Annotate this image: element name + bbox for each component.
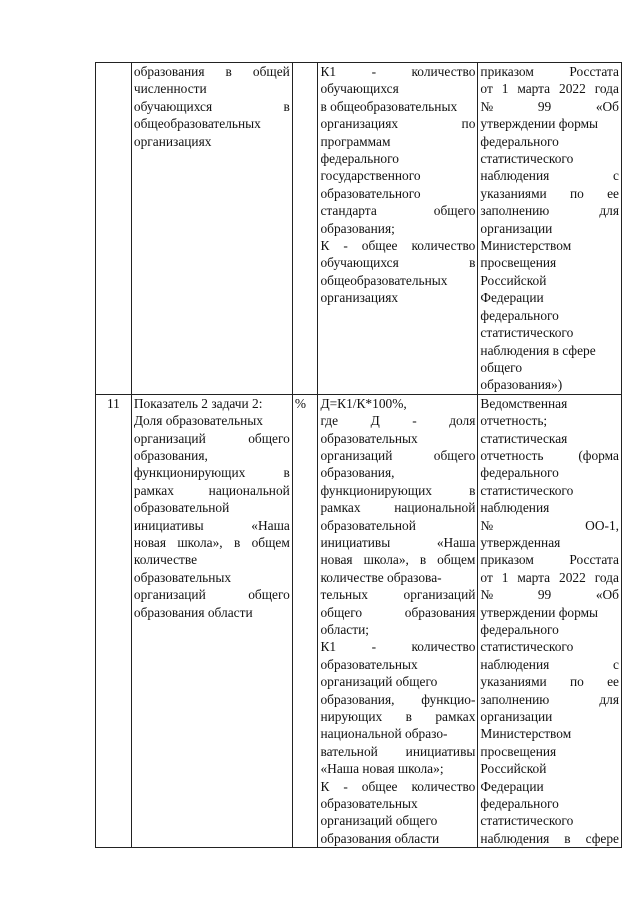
formula-cell-line: организаций общего: [320, 813, 438, 829]
indicator-name-cell-line: количестве: [133, 552, 198, 568]
source-cell-line: статистическая: [480, 430, 568, 446]
formula-cell-line: образования области: [320, 830, 440, 846]
source-cell-line: указаниями по ее: [480, 185, 619, 201]
formula-cell-line: организаций общего: [320, 447, 476, 463]
row-number-cell: [96, 394, 132, 848]
indicator-name-cell-line: новая школа», в общем: [133, 534, 290, 550]
formula-cell-line: функционирующих в: [320, 482, 476, 498]
formula-cell-line: рамках национальной: [320, 500, 476, 516]
source-cell-line: утверждении формы: [480, 116, 599, 132]
source-cell-line: Министерством: [480, 238, 572, 254]
source-cell-line: Ведомственная: [480, 395, 568, 411]
source-cell: [478, 63, 622, 395]
formula-cell-line: общего образования: [320, 604, 476, 620]
formula-cell-line: общеобразовательных: [320, 272, 448, 288]
indicator-name-cell-line: образования,: [133, 447, 208, 463]
source-cell-line: федерального: [480, 465, 559, 481]
source-cell-line: просвещения: [480, 743, 557, 759]
source-cell-line: образования»): [480, 377, 563, 393]
indicator-name-cell-line: образовательной: [133, 500, 230, 516]
source-cell-line: отчетность (форма: [480, 447, 619, 463]
formula-cell-line: области;: [320, 622, 369, 637]
formula-cell: [318, 63, 478, 395]
source-cell-line: утвержденная: [480, 534, 561, 550]
source-cell-line: Федерации: [480, 290, 544, 306]
indicator-name-cell-line: общеобразовательных: [133, 116, 261, 132]
formula-cell-line: организациях: [320, 290, 399, 306]
indicator-name-cell-line: образования в общей: [133, 64, 290, 79]
unit-value: %: [294, 395, 306, 411]
formula-cell-line: новая школа», в общем: [320, 552, 476, 568]
formula-cell-line: образовательных: [320, 796, 418, 812]
source-cell-line: организации: [480, 220, 553, 236]
formula-cell-line: тельных организаций: [320, 587, 476, 603]
indicator-name-cell: [131, 394, 292, 848]
source-cell-line: федерального: [480, 622, 559, 637]
formula-cell-line: образования, функцио-: [320, 691, 476, 707]
indicator-name-cell-line: функционирующих в: [133, 465, 290, 481]
unit-cell: [292, 63, 318, 395]
source-cell-line: Российской: [480, 272, 547, 288]
indicator-name-cell-line: обучающихся в: [133, 98, 290, 114]
indicator-table: [95, 62, 622, 848]
indicator-name-cell: [131, 63, 292, 395]
source-cell-line: наблюдения с: [480, 168, 619, 184]
source-cell-line: от 1 марта 2022 года: [480, 569, 619, 585]
source-cell-line: организации: [480, 709, 553, 725]
formula-cell-line: государственного: [320, 168, 421, 184]
indicator-name-cell-line: образования области: [133, 604, 253, 620]
formula-cell-line: обучающихся: [320, 81, 399, 97]
indicator-name-cell-line: рамках национальной: [133, 482, 290, 498]
formula-cell-line: Д=К1/К*100%,: [320, 395, 407, 411]
source-cell-line: отчетность;: [480, 413, 548, 429]
formula-cell-line: образовательных: [320, 656, 418, 672]
source-cell-line: заполнению для: [480, 203, 619, 219]
formula-cell-line: стандарта общего: [320, 203, 476, 219]
source-cell-line: федерального: [480, 796, 559, 812]
source-cell-line: утверждении формы: [480, 604, 599, 620]
formula-cell-line: в общеобразовательных: [320, 98, 458, 114]
formula-cell-line: инициативы «Наша: [320, 534, 476, 550]
formula-cell-line: количестве образова-: [320, 569, 442, 585]
source-cell-line: статистического: [480, 482, 574, 498]
indicator-name-cell-line: организаций общего: [133, 430, 290, 446]
unit-cell: [292, 394, 318, 848]
formula-cell-line: образования;: [320, 220, 395, 236]
source-cell-line: приказом Росстата: [480, 552, 619, 568]
source-cell-line: статистического: [480, 151, 574, 167]
source-cell-line: наблюдения в сфере: [480, 830, 619, 846]
source-cell-line: № 99 «Об: [480, 587, 619, 603]
source-cell-line: от 1 марта 2022 года: [480, 81, 619, 97]
formula-cell-line: обучающихся в: [320, 255, 476, 271]
indicator-name-cell-line: численности: [133, 81, 207, 97]
formula-cell-line: образовательных: [320, 430, 418, 446]
source-cell-line: наблюдения: [480, 500, 550, 516]
row-number: 11: [106, 395, 120, 411]
formula-cell-line: национальной образо-: [320, 726, 448, 742]
formula-cell-line: нирующих в рамках: [320, 709, 476, 725]
indicator-name-cell-line: организациях: [133, 133, 212, 149]
source-cell-line: приказом Росстата: [480, 64, 619, 79]
formula-cell-line: «Наша новая школа»;: [320, 761, 444, 777]
source-cell-line: федерального: [480, 133, 559, 149]
source-cell-line: наблюдения с: [480, 656, 619, 672]
formula-cell-line: вательной инициативы: [320, 743, 476, 759]
source-cell-line: заполнению для: [480, 691, 619, 707]
row-number-cell: [96, 63, 132, 395]
source-cell-line: Российской: [480, 761, 547, 777]
source-cell-line: наблюдения в сфере: [480, 342, 596, 358]
indicator-name-cell-line: организаций общего: [133, 587, 290, 603]
indicator-name-cell-line: инициативы «Наша: [133, 517, 290, 533]
formula-cell-line: К - общее количество: [320, 238, 476, 254]
source-cell-line: федерального: [480, 307, 559, 323]
source-cell-line: № ОО-1,: [480, 517, 619, 533]
source-cell: [478, 394, 622, 848]
source-cell-line: Федерации: [480, 778, 544, 794]
source-cell-line: просвещения: [480, 255, 557, 271]
indicator-name-cell-line: Доля образовательных: [133, 413, 263, 429]
source-cell-line: статистического: [480, 639, 574, 655]
table-row: [96, 394, 622, 848]
source-cell-line: Министерством: [480, 726, 572, 742]
formula-cell-line: образования,: [320, 465, 395, 481]
formula-cell-line: К - общее количество: [320, 778, 476, 794]
table-row: [96, 63, 622, 395]
source-cell-line: общего: [480, 359, 523, 375]
source-cell-line: № 99 «Об: [480, 98, 619, 114]
formula-cell-line: федерального: [320, 151, 399, 167]
formula-cell-line: программам: [320, 133, 391, 149]
formula-cell-line: К1 - количество: [320, 639, 476, 655]
source-cell-line: статистического: [480, 813, 574, 829]
indicator-name-cell-line: образовательных: [133, 569, 232, 585]
formula-cell-line: образовательной: [320, 517, 416, 533]
formula-cell-line: организациях по: [320, 116, 476, 132]
source-cell-line: статистического: [480, 325, 574, 341]
formula-cell-line: организаций общего: [320, 674, 438, 690]
formula-cell-line: где Д - доля: [320, 413, 476, 429]
source-cell-line: указаниями по ее: [480, 674, 619, 690]
formula-cell: [318, 394, 478, 848]
formula-cell-line: образовательного: [320, 185, 421, 201]
formula-cell-line: К1 - количество: [320, 64, 476, 79]
indicator-name-cell-line: Показатель 2 задачи 2:: [133, 395, 263, 411]
